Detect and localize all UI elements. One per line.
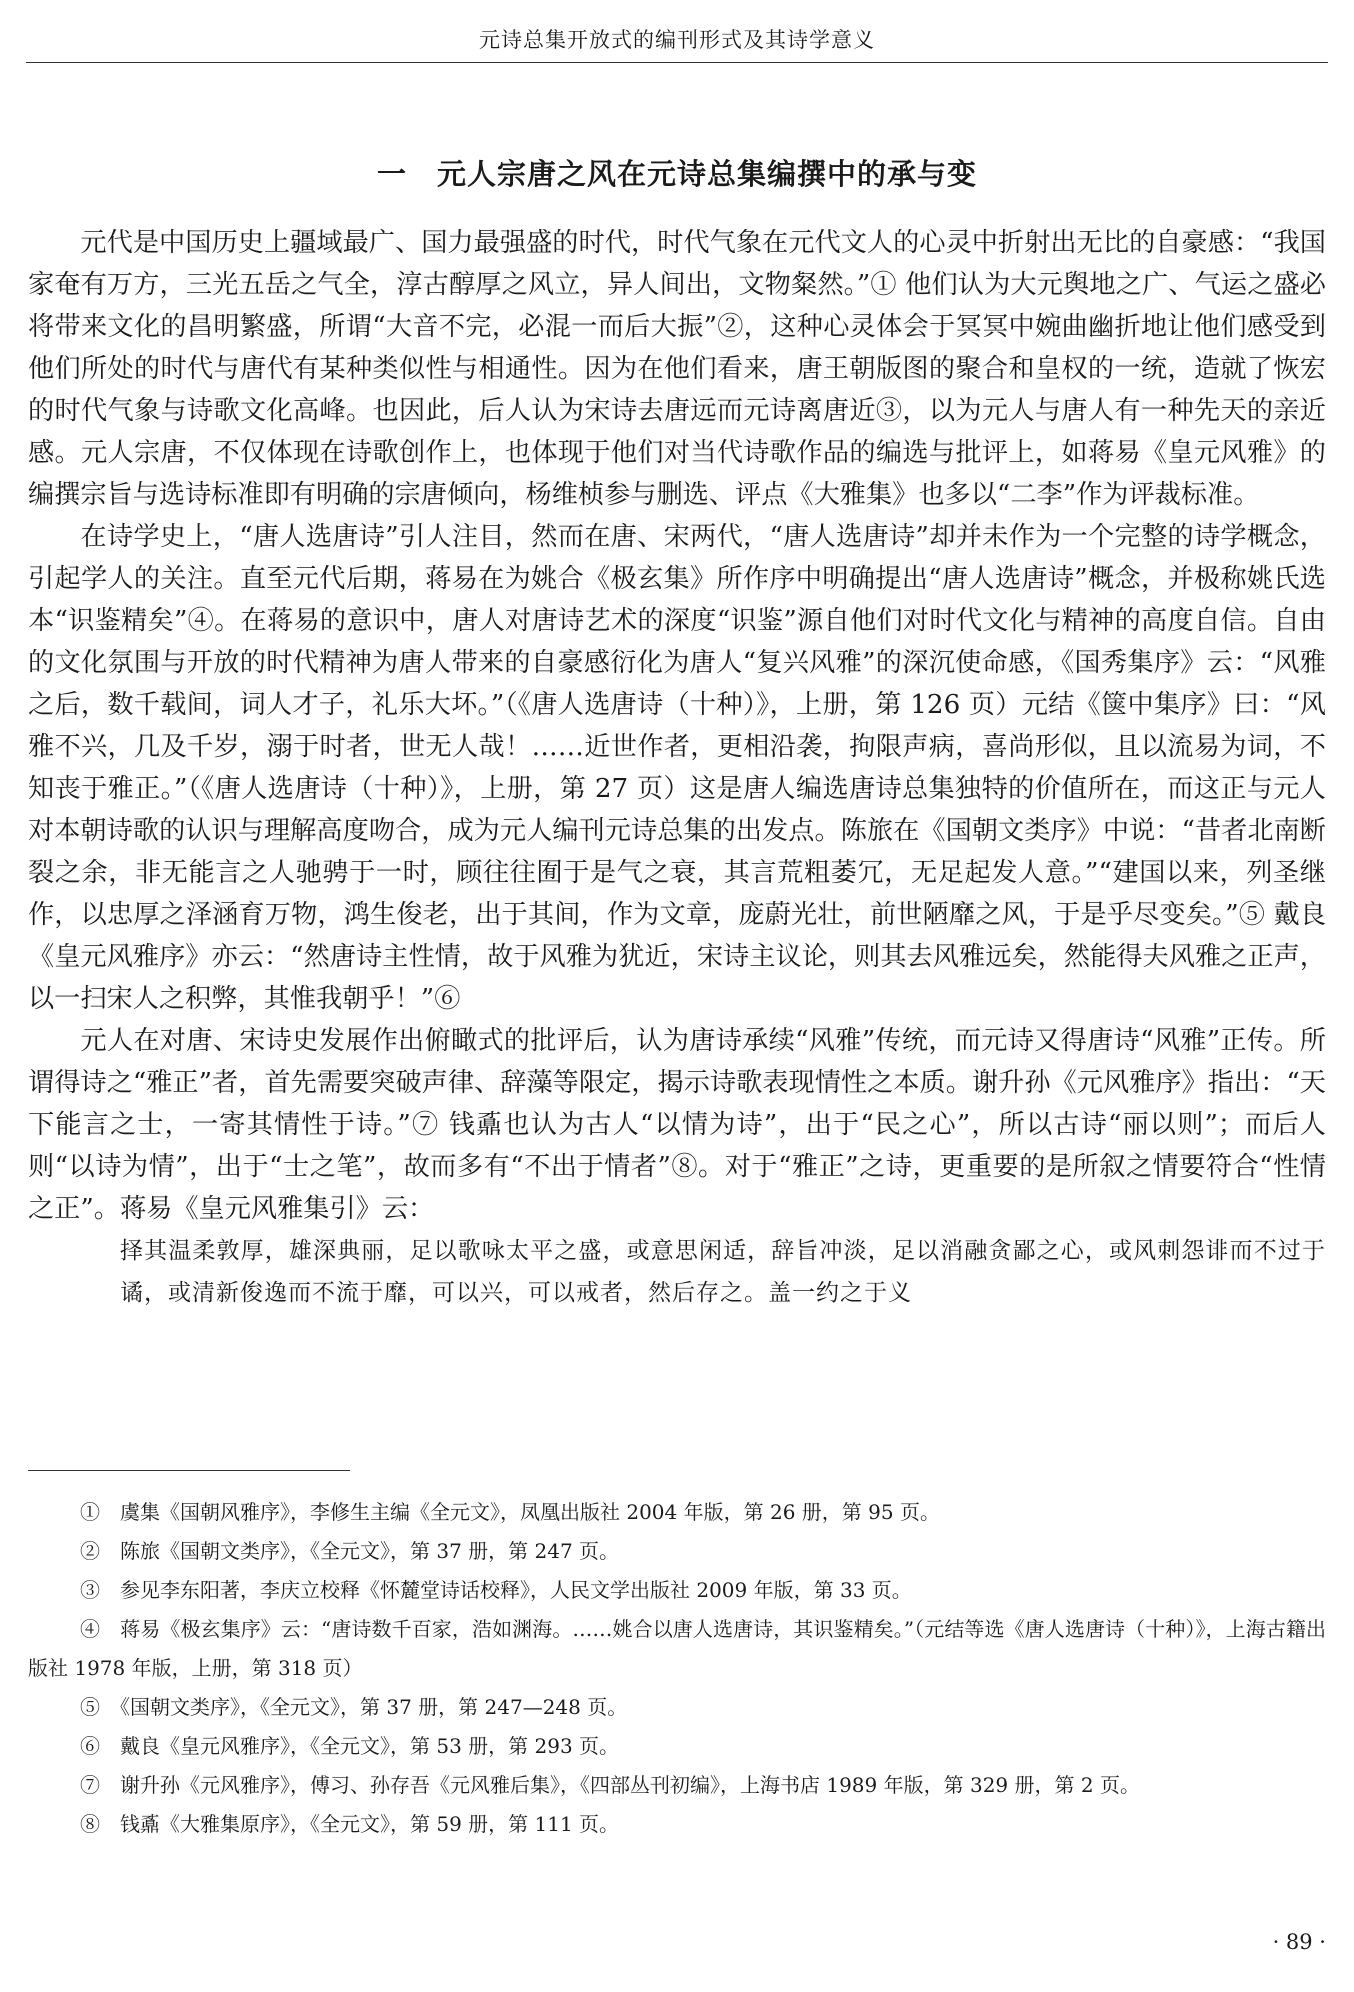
footnote-3: ③ 参见李东阳著，李庆立校释《怀麓堂诗话校释》，人民文学出版社 2009 年版，第 33 页。 xyxy=(80,1578,912,1602)
footnote-4: ④ 蒋易《极玄集序》云：“唐诗数千百家，浩如渊海。……姚合以唐人选唐诗，其识鉴精矣。”（元结等选《唐人选唐诗（十种）》，上海古籍出版社 1978 年版，上册，第 318 页） xyxy=(28,1617,1326,1680)
section-title: 一 元人宗唐之风在元诗总集编撰中的承与变 xyxy=(376,157,977,191)
footnote-divider xyxy=(28,1470,350,1471)
paragraph-3: 元人在对唐、宋诗史发展作出俯瞰式的批评后，认为唐诗承续“风雅”传统，而元诗又得唐诗“风雅”正传。所谓得诗之“雅正”者，首先需要突破声律、辞藻等限定，揭示诗歌表现情性之本质。谢升孙《元风雅序》指出：“天下能言之士，一寄其情性于诗。”⑦ 钱鼒也认为古人“以情为诗”，出于“民之心”，所以古诗“丽以则”；而后人则“以诗为情”，出于“士之笔”，故而多有“不出于情者”⑧。对于“雅正”之诗，更重要的是所叙之情要符合“性情之正”。蒋易《皇元风雅集引》云： xyxy=(28,1026,1326,1224)
header-divider xyxy=(26,62,1328,63)
footnotes xyxy=(28,1493,1326,1844)
paragraph-1: 元代是中国历史上疆域最广、国力最强盛的时代，时代气象在元代文人的心灵中折射出无比的自豪感：“我国家奄有万方，三光五岳之气全，淳古醇厚之风立，异人间出，文物粲然。”① 他们认为大元舆地之广、气运之盛必将带来文化的昌明繁盛，所谓“大音不完，必混一而后大振”②，这种心灵体会于冥冥中婉曲幽折地让他们感受到他们所处的时代与唐代有某种类似性与相通性。因为在他们看来，唐王朝版图的聚合和皇权的一统，造就了恢宏的时代气象与诗歌文化高峰。也因此，后人认为宋诗去唐远而元诗离唐近③，以为元人与唐人有一种先天的亲近感。元人宗唐，不仅体现在诗歌创作上，也体现于他们对当代诗歌作品的编选与批评上，如蒋易《皇元风雅》的编撰宗旨与选诗标准即有明确的宗唐倾向，杨维桢参与删选、评点《大雅集》也多以“二李”作为评裁标准。 xyxy=(28,228,1326,510)
footnote-6: ⑥ 戴良《皇元风雅序》，《全元文》，第 53 册，第 293 页。 xyxy=(80,1734,620,1758)
footnote-7: ⑦ 谢升孙《元风雅序》，傅习、孙存吾《元风雅后集》，《四部丛刊初编》，上海书店 1989 年版，第 329 册，第 2 页。 xyxy=(80,1773,1140,1797)
running-header: 元诗总集开放式的编刊形式及其诗学意义 xyxy=(479,28,875,52)
paragraph-2: 在诗学史上，“唐人选唐诗”引人注目，然而在唐、宋两代，“唐人选唐诗”却并未作为一个完整的诗学概念，引起学人的关注。直至元代后期，蒋易在为姚合《极玄集》所作序中明确提出“唐人选唐诗”概念，并极称姚氏选本“识鉴精矣”④。在蒋易的意识中，唐人对唐诗艺术的深度“识鉴”源自他们对时代文化与精神的高度自信。自由的文化氛围与开放的时代精神为唐人带来的自豪感衍化为唐人“复兴风雅”的深沉使命感，《国秀集序》云：“风雅之后，数千载间，词人才子，礼乐大坏。”（《唐人选唐诗（十种）》，上册，第 126 页）元结《箧中集序》曰：“风雅不兴，几及千岁，溺于时者，世无人哉！……近世作者，更相沿袭，拘限声病，喜尚形似，且以流易为词，不知丧于雅正。”（《唐人选唐诗（十种）》，上册，第 27 页）这是唐人编选唐诗总集独特的价值所在，而这正与元人对本朝诗歌的认识与理解高度吻合，成为元人编刊元诗总集的出发点。陈旅在《国朝文类序》中说：“昔者北南断裂之余，非无能言之人驰骋于一时，顾往往囿于是气之衰，其言荒粗萎冗，无足起发人意。”“建国以来，列圣继作，以忠厚之泽涵育万物，鸿生俊老，出于其间，作为文章，庞蔚光壮，前世陋靡之风，于是乎尽变矣。”⑤ 戴良《皇元风雅序》亦云：“然唐诗主性情，故于风雅为犹近，宋诗主议论，则其去风雅远矣，然能得夫风雅之正声，以一扫宋人之积弊，其惟我朝乎！”⑥ xyxy=(28,522,1326,1014)
footnote-1: ① 虞集《国朝风雅序》，李修生主编《全元文》，凤凰出版社 2004 年版，第 26 册，第 95 页。 xyxy=(80,1500,940,1524)
footnote-5: ⑤ 《国朝文类序》，《全元文》，第 37 册，第 247—248 页。 xyxy=(80,1695,628,1719)
footnote-8: ⑧ 钱鼒《大雅集原序》，《全元文》，第 59 册，第 111 页。 xyxy=(80,1812,620,1836)
footnote-2: ② 陈旅《国朝文类序》，《全元文》，第 37 册，第 247 页。 xyxy=(80,1539,620,1563)
body-text xyxy=(28,222,1326,1314)
block-quote: 择其温柔敦厚，雄深典丽，足以歌咏太平之盛，或意思闲适，辞旨冲淡，足以消融贪鄙之心，或风刺怨诽而不过于谲，或清新俊逸而不流于靡，可以兴，可以戒者，然后存之。盖一约之于义 xyxy=(120,1238,1326,1306)
page-number: · 89 · xyxy=(1272,1930,1326,1954)
